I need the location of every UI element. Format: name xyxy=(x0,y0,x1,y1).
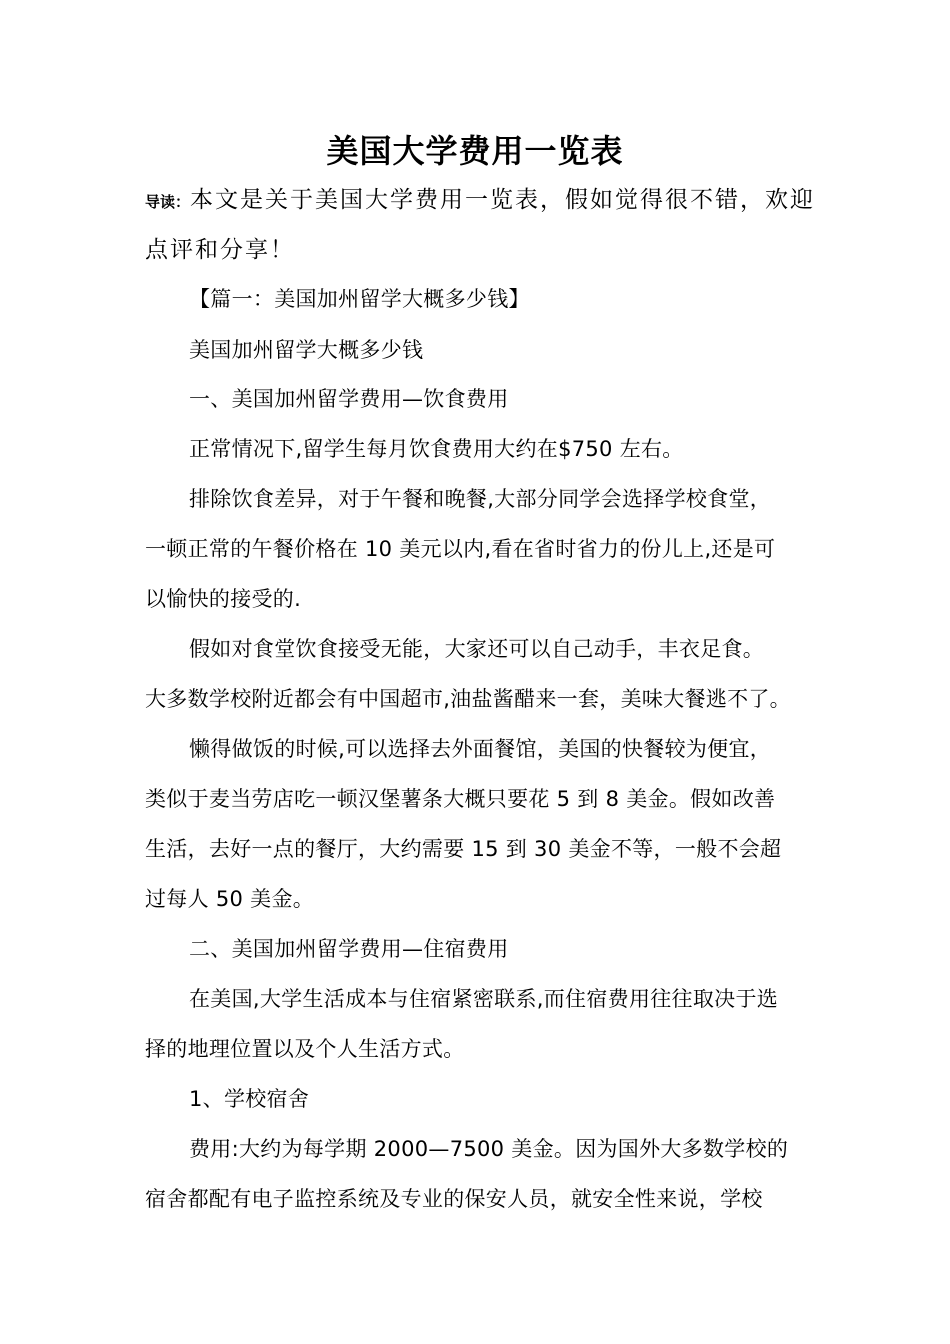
paragraph-line: 在美国,大学生活成本与住宿紧密联系,而住宿费用往往取决于选 xyxy=(189,987,779,1011)
intro-text: 本文是关于美国大学费用一览表，假如觉得很不错，欢迎点评和分享！ xyxy=(145,187,816,263)
paragraph-line: 大多数学校附近都会有中国超市,油盐酱醋来一套，美味大餐逃不了。 xyxy=(145,687,791,711)
paragraph-line: 类似于麦当劳店吃一顿汉堡薯条大概只要花 5 到 8 美金。假如改善 xyxy=(145,787,776,811)
paragraph-line: 懒得做饭的时候,可以选择去外面餐馆，美国的快餐较为便宜， xyxy=(189,737,772,761)
subheading-housing: 二、美国加州留学费用—住宿费用 xyxy=(189,937,509,961)
paragraph-line: 一顿正常的午餐价格在 10 美元以内,看在省时省力的份儿上,还是可 xyxy=(145,537,776,561)
paragraph-line: 以愉快的接受的. xyxy=(145,587,302,611)
document-title: 美国大学费用一览表 xyxy=(326,132,624,170)
paragraph-line: 假如对食堂饮食接受无能，大家还可以自己动手，丰衣足食。 xyxy=(189,637,765,661)
paragraph-line: 生活，去好一点的餐厅，大约需要 15 到 30 美金不等，一般不会超 xyxy=(145,837,782,861)
paragraph-line: 正常情况下,留学生每月饮食费用大约在$750 左右。 xyxy=(189,437,684,461)
subtitle-line: 美国加州留学大概多少钱 xyxy=(189,338,424,362)
subheading-food: 一、美国加州留学费用—饮食费用 xyxy=(189,387,509,411)
section-heading: 【篇一：美国加州留学大概多少钱】 xyxy=(189,287,530,311)
intro-label: 导读： xyxy=(145,193,191,211)
paragraph-line: 排除饮食差异，对于午餐和晚餐,大部分同学会选择学校食堂， xyxy=(189,487,772,511)
intro-paragraph xyxy=(145,176,815,274)
paragraph-line: 宿舍都配有电子监控系统及专业的保安人员，就安全性来说，学校 xyxy=(145,1187,763,1211)
paragraph-line: 过每人 50 美金。 xyxy=(145,887,315,911)
paragraph-line: 择的地理位置以及个人生活方式。 xyxy=(145,1037,465,1061)
subheading-dorm: 1、学校宿舍 xyxy=(189,1087,310,1111)
paragraph-line: 费用:大约为每学期 2000—7500 美金。因为国外大多数学校的 xyxy=(189,1137,789,1161)
